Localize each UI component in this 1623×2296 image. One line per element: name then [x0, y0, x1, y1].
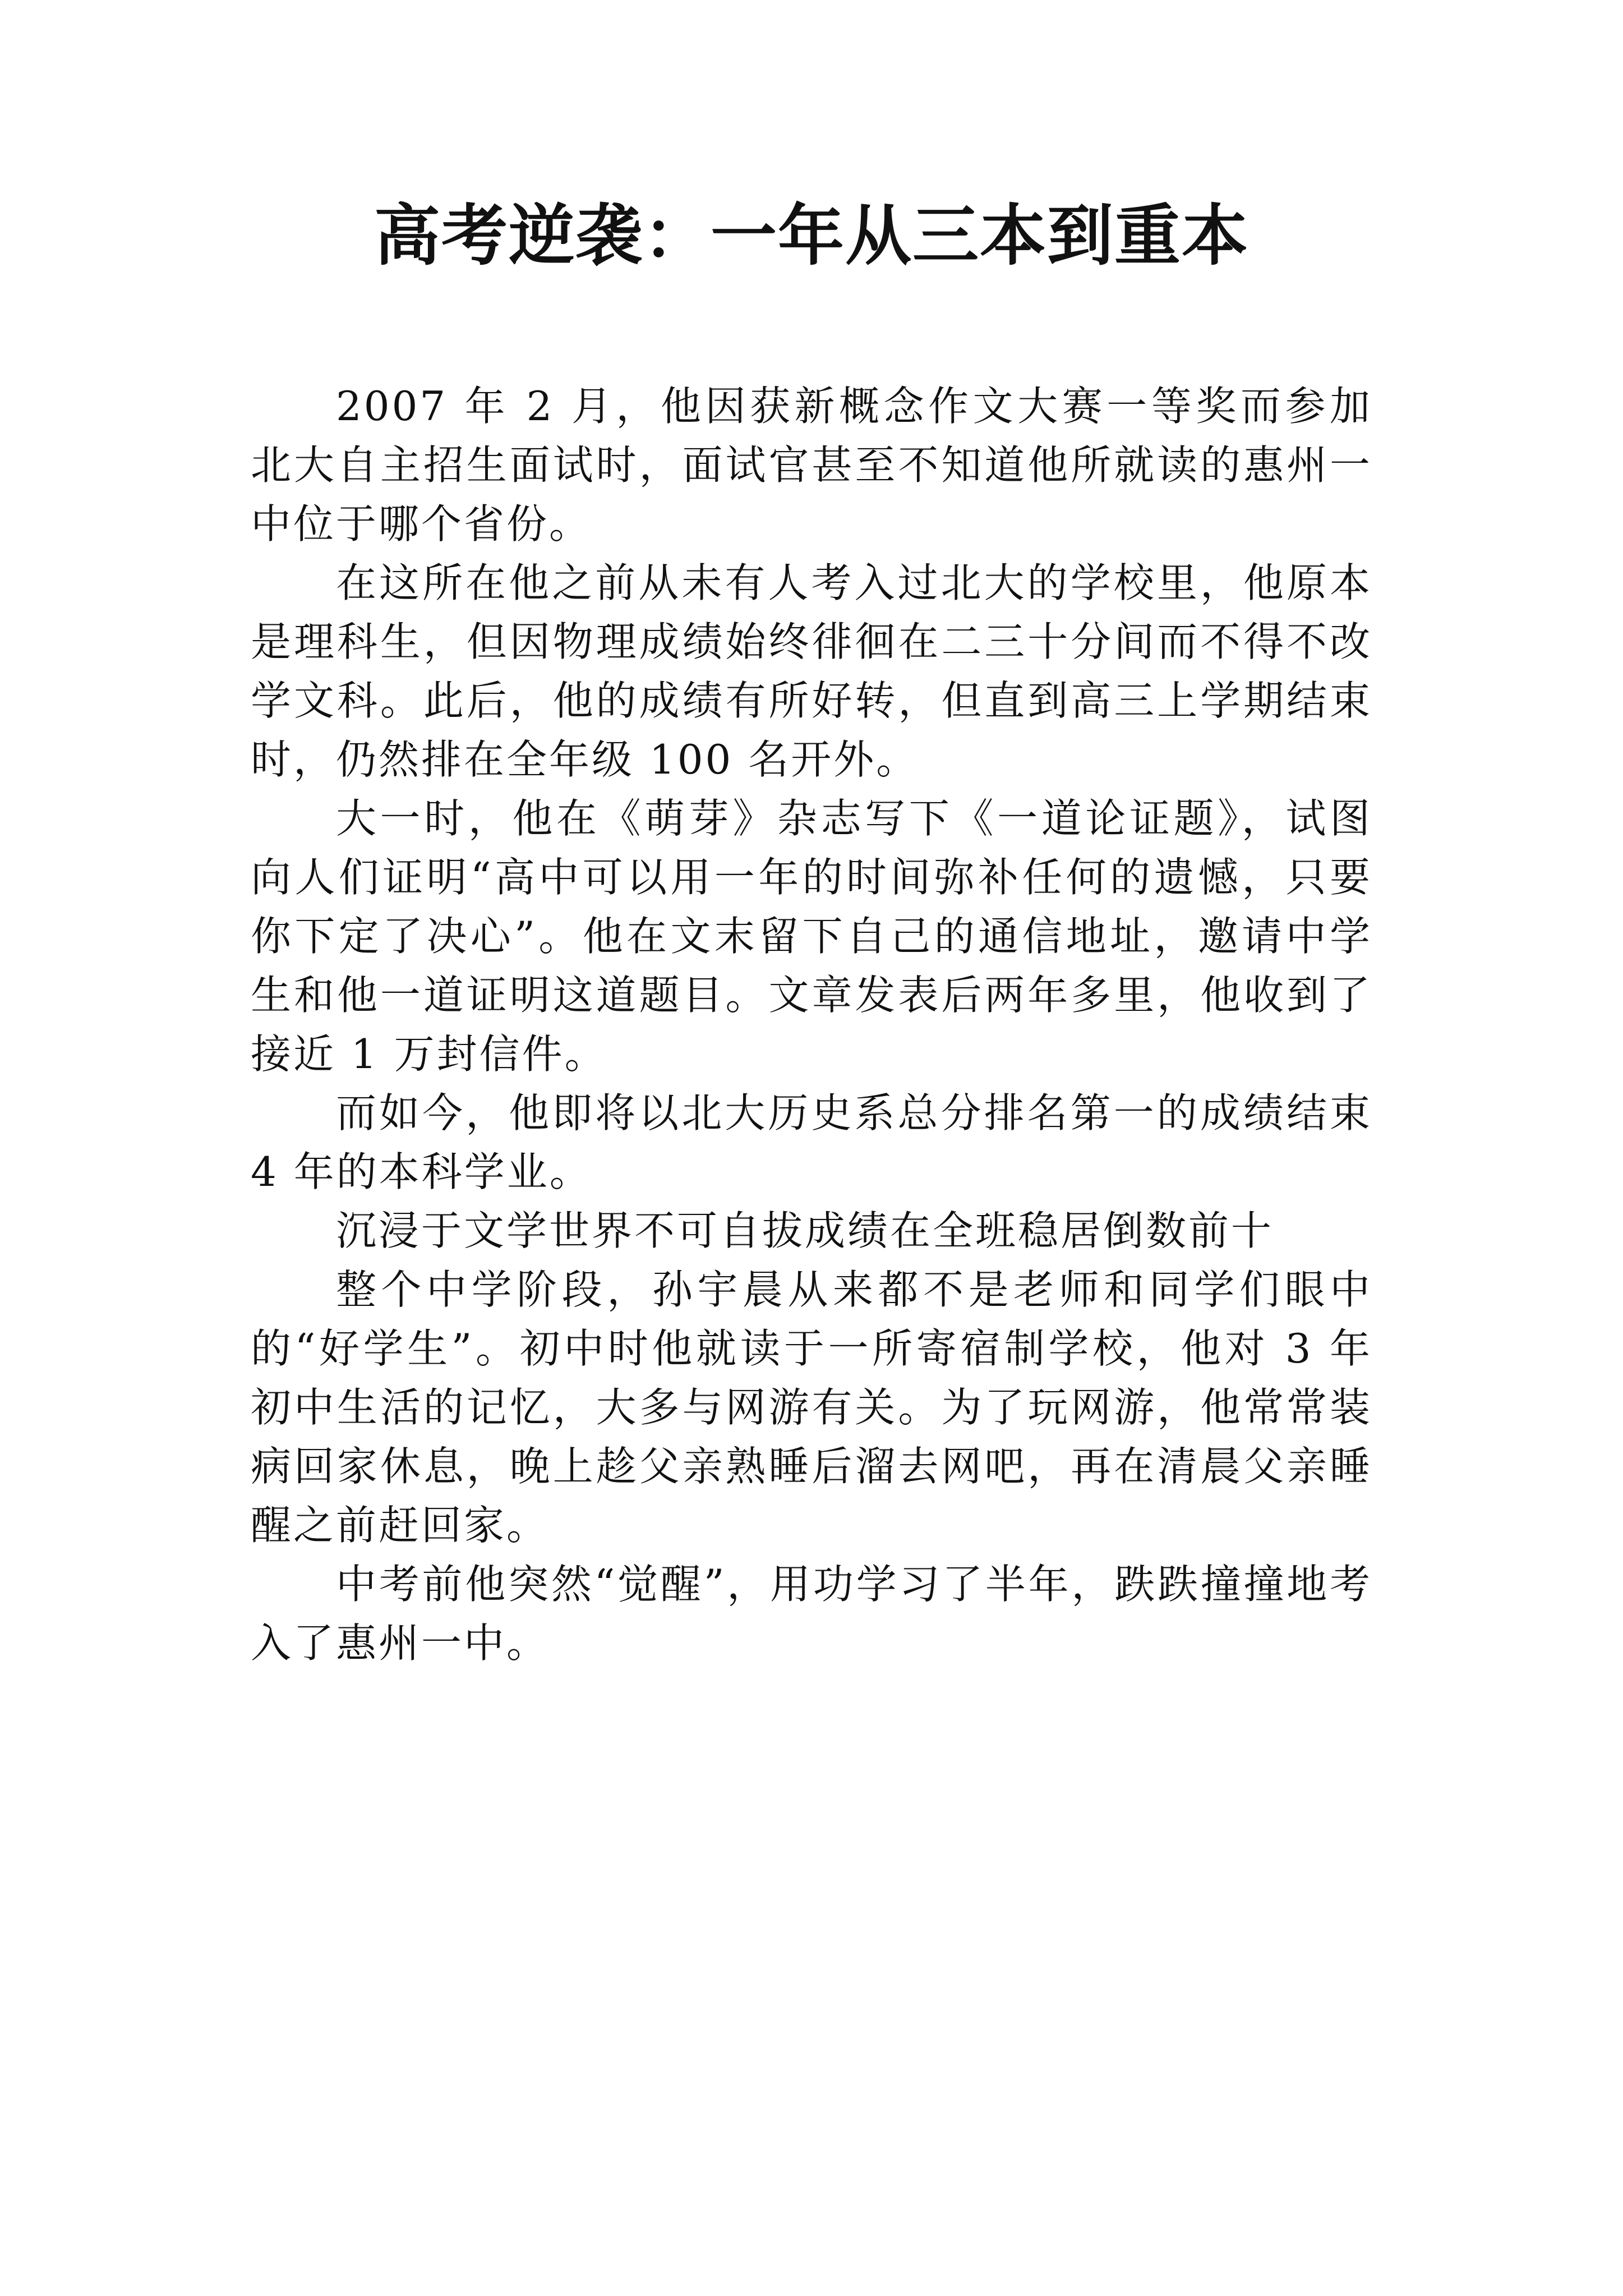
paragraph-1: 2007 年 2 月，他因获新概念作文大赛一等奖而参加北大自主招生面试时，面试官甚至不知道他所就读的惠州一中位于哪个省份。: [251, 383, 1372, 547]
paragraph-5: 整个中学阶段，孙宇晨从来都不是老师和同学们眼中的“好学生”。初中时他就读于一所寄宿制学校，他对 3 年初中生活的记忆，大多与网游有关。为了玩网游，他常常装病回家休息，晚上趁父亲熟睡后溜去网吧，再在清晨父亲睡醒之前赶回家。: [251, 1266, 1372, 1549]
document-body: [251, 377, 1372, 1673]
paragraph-2: 在这所在他之前从未有人考入过北大的学校里，他原本是理科生，但因物理成绩始终徘徊在二三十分间而不得不改学文科。此后，他的成绩有所好转，但直到高三上学期结束时，仍然排在全年级 100 名开外。: [251, 559, 1372, 783]
paragraph-6: 中考前他突然“觉醒”，用功学习了半年，跌跌撞撞地考入了惠州一中。: [251, 1561, 1372, 1667]
paragraph-4: 而如今，他即将以北大历史系总分排名第一的成绩结束 4 年的本科学业。: [251, 1089, 1372, 1195]
paragraph-3: 大一时，他在《萌芽》杂志写下《一道论证题》，试图向人们证明“高中可以用一年的时间弥补任何的遗憾，只要你下定了决心”。他在文末留下自己的通信地址，邀请中学生和他一道证明这道题目。文章发表后两年多里，他收到了接近 1 万封信件。: [251, 795, 1372, 1078]
page-title: 高考逆袭：一年从三本到重本: [374, 197, 1249, 274]
section-heading: 沉浸于文学世界不可自拔成绩在全班稳居倒数前十: [336, 1207, 1274, 1254]
